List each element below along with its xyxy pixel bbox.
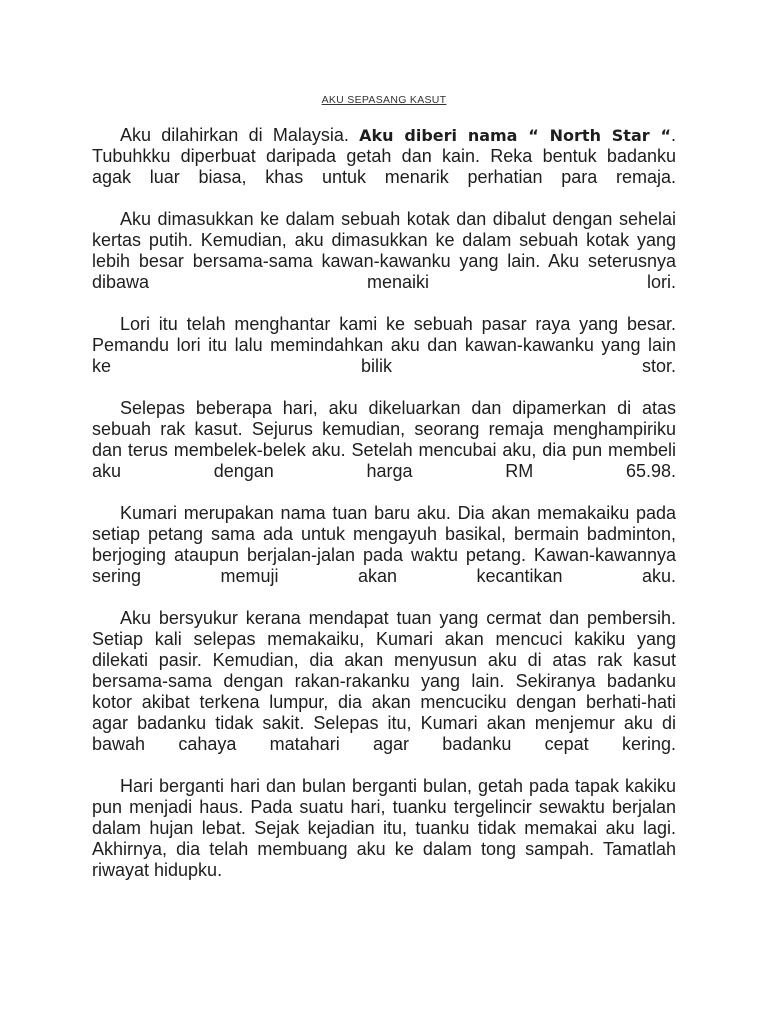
paragraph-1-lead: Aku dilahirkan di Malaysia. bbox=[120, 125, 360, 145]
paragraph-1-bold: Aku diberi nama “ North Star “ bbox=[359, 126, 671, 145]
paragraph-5: Kumari merupakan nama tuan baru aku. Dia akan memakaiku pada setiap petang sama ada untuk mengayuh basikal, bermain badminton, berjoging ataupun berjalan-jalan pada waktu petang. Kawan-kawannya sering memuji akan kecantikan aku. bbox=[92, 503, 676, 586]
paragraph-1-rest: . Tubuhkku diperbuat daripada getah dan kain. Reka bentuk badanku agak luar biasa, khas untuk menarik perhatian para remaja. bbox=[92, 125, 677, 187]
paragraph-7: Hari berganti hari dan bulan berganti bulan, getah pada tapak kakiku pun menjadi haus. Pada suatu hari, tuanku tergelincir sewaktu berjalan dalam hujan lebat. Sejak kejadian itu, tuanku tidak memakai aku lagi. Akhirnya, dia telah membuang aku ke dalam tong sampah. Tamatlah riwayat hidupku. bbox=[92, 776, 676, 880]
document-body bbox=[92, 125, 676, 902]
paragraph-4: Selepas beberapa hari, aku dikeluarkan dan dipamerkan di atas sebuah rak kasut. Sejurus kemudian, seorang remaja menghampiriku dan terus membelek-belek aku. Setelah mencubai aku, dia pun membeli aku dengan harga RM 65.98. bbox=[92, 398, 676, 481]
paragraph-2: Aku dimasukkan ke dalam sebuah kotak dan dibalut dengan sehelai kertas putih. Kemudian, aku dimasukkan ke dalam sebuah kotak yang lebih besar bersama-sama kawan-kawanku yang lain. Aku seterusnya dibawa menaiki lori. bbox=[92, 209, 676, 292]
paragraph-3: Lori itu telah menghantar kami ke sebuah pasar raya yang besar. Pemandu lori itu lalu memindahkan aku dan kawan-kawanku yang lain ke bilik stor. bbox=[92, 314, 676, 376]
document-title: AKU SEPASANG KASUT bbox=[321, 94, 447, 106]
paragraph-6: Aku bersyukur kerana mendapat tuan yang cermat dan pembersih. Setiap kali selepas memakaiku, Kumari akan mencuci kakiku yang dilekati pasir. Kemudian, dia akan menyusun aku di atas rak kasut bersama-sama dengan rakan-rakanku yang lain. Sekiranya badanku kotor akibat terkena lumpur, dia akan mencuciku dengan berhati-hati agar badanku tidak sakit. Selepas itu, Kumari akan menjemur aku di bawah cahaya matahari agar badanku cepat kering. bbox=[92, 608, 676, 754]
paragraph-1 bbox=[92, 125, 676, 188]
